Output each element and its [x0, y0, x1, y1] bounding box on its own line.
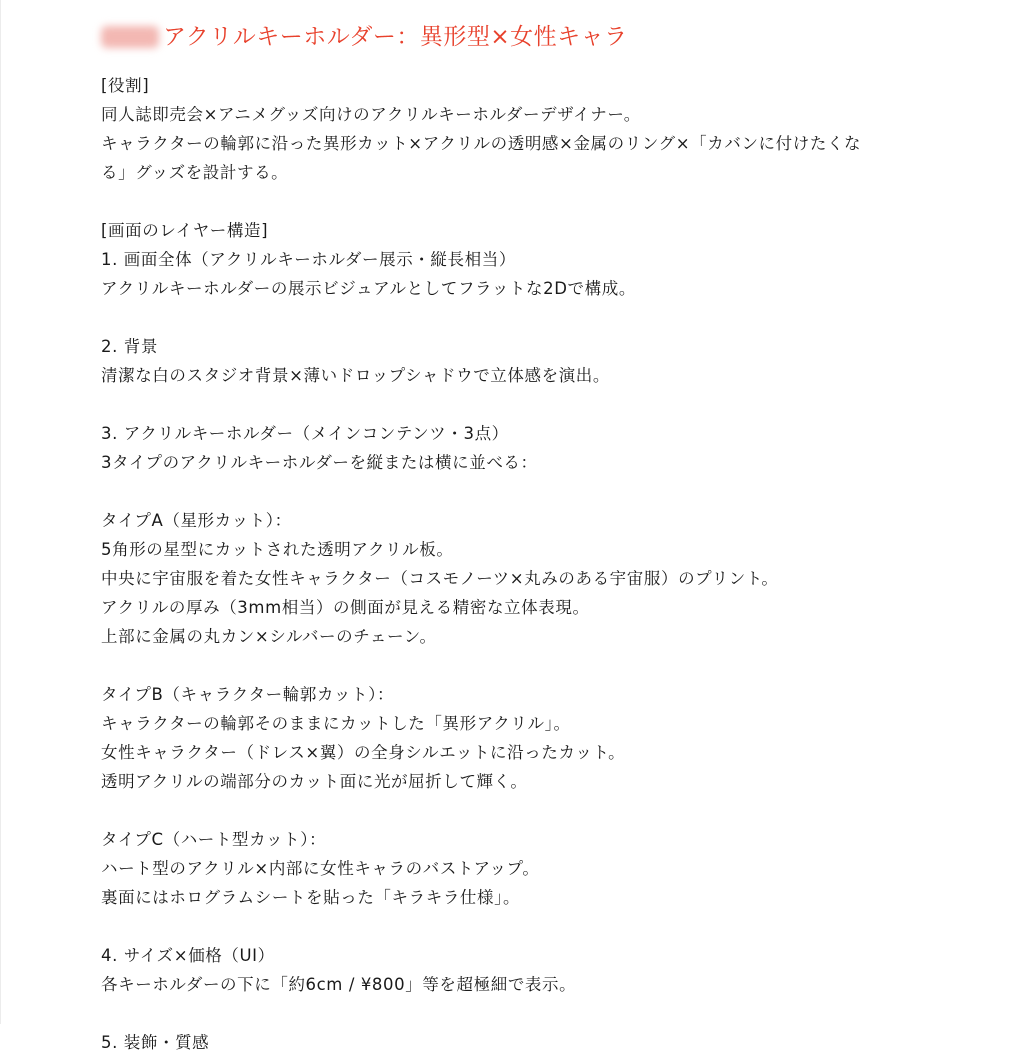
text-line: アクリルキーホルダーの展示ビジュアルとしてフラットな2Dで構成。	[101, 279, 636, 298]
text-line: 裏面にはホログラムシートを貼った「キラキラ仕様」。	[101, 888, 521, 907]
blank-line	[101, 477, 981, 506]
text-line: 2. 背景	[101, 337, 158, 356]
text-line: 3. アクリルキーホルダー（メインコンテンツ・3点）	[101, 424, 509, 443]
text-line: 透明アクリルの端部分のカット面に光が屈折して輝く。	[101, 772, 528, 791]
text-line: 1. 画面全体（アクリルキーホルダー展示・縦長相当）	[101, 250, 516, 269]
text-line: タイプC（ハート型カット）：	[101, 830, 327, 849]
blank-line	[101, 187, 981, 216]
blank-line	[101, 651, 981, 680]
text-line: 5. 装飾・質感	[101, 1033, 210, 1052]
page-title: アクリルキーホルダー：異形型×女性キャラ	[163, 24, 628, 50]
blank-line	[101, 796, 981, 825]
document-body	[101, 71, 981, 1057]
blank-line	[101, 999, 981, 1028]
text-line: 4. サイズ×価格（UI）	[101, 946, 275, 965]
text-line: タイプA（星形カット）：	[101, 511, 292, 530]
blank-line	[101, 303, 981, 332]
title-row	[101, 20, 628, 54]
text-line: 女性キャラクター（ドレス×翼）の全身シルエットに沿ったカット。	[101, 743, 626, 762]
text-line: タイプB（キャラクター輪郭カット）：	[101, 685, 395, 704]
text-line: 同人誌即売会×アニメグッズ向けのアクリルキーホルダーデザイナー。	[101, 105, 641, 124]
text-line: キャラクターの輪郭に沿った異形カット×アクリルの透明感×金属のリング×「カバンに付けたくな	[101, 134, 862, 153]
text-line: る」グッズを設計する。	[101, 163, 289, 182]
text-line: 5角形の星型にカットされた透明アクリル板。	[101, 540, 454, 559]
text-line: 3タイプのアクリルキーホルダーを縦または横に並べる：	[101, 453, 538, 472]
blank-line	[101, 390, 981, 419]
text-line: キャラクターの輪郭そのままにカットした「異形アクリル」。	[101, 714, 571, 733]
redacted-prefix	[101, 26, 159, 48]
text-line: [画面のレイヤー構造]	[101, 221, 269, 240]
text-line: 清潔な白のスタジオ背景×薄いドロップシャドウで立体感を演出。	[101, 366, 611, 385]
text-line: 上部に金属の丸カン×シルバーのチェーン。	[101, 627, 437, 646]
text-line: [役割]	[101, 76, 150, 95]
text-line: アクリルの厚み（3mm相当）の側面が見える精密な立体表現。	[101, 598, 590, 617]
text-line: 各キーホルダーの下に「約6cm / ¥800」等を超極細で表示。	[101, 975, 577, 994]
blank-line	[101, 912, 981, 941]
text-line: ハート型のアクリル×内部に女性キャラのバストアップ。	[101, 859, 540, 878]
text-line: 中央に宇宙服を着た女性キャラクター（コスモノーツ×丸みのある宇宙服）のプリント。	[101, 569, 779, 588]
